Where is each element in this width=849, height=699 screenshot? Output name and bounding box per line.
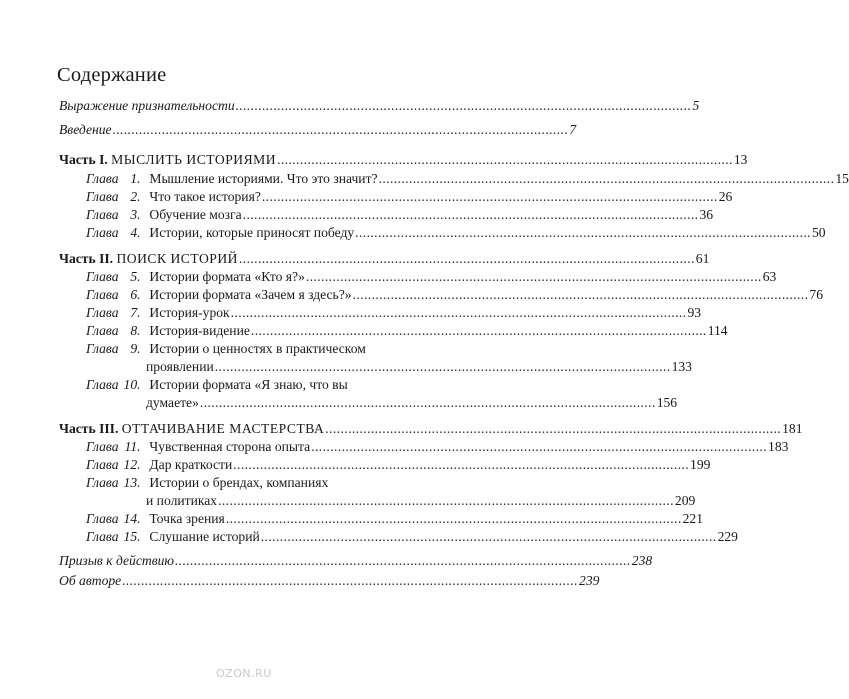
dot-leader: ........................................................................................................................: [112, 122, 569, 137]
page-number: 36: [699, 207, 714, 222]
page-number: 7: [569, 122, 577, 137]
part-title: ПОИСК ИСТОРИЙ: [116, 251, 238, 266]
dot-leader: ........................................................................................................................: [260, 529, 717, 544]
dot-leader: ........................................................................................................................: [261, 189, 718, 204]
page-title: Содержание: [57, 64, 167, 86]
chapter-label: Глава 8.: [86, 323, 141, 338]
chapter-title: Дар краткости: [149, 457, 233, 472]
toc-entry-chapter-13-cont[interactable]: [146, 492, 696, 510]
toc-entry-chapter-4[interactable]: [86, 224, 826, 242]
chapter-label: Глава 11.: [86, 439, 141, 454]
page-number: 93: [687, 305, 702, 320]
part-title: МЫСЛИТЬ ИСТОРИЯМИ: [111, 152, 277, 167]
page-number: 5: [692, 98, 700, 113]
dot-leader: ........................................................................................................................: [233, 457, 690, 472]
part-title: ОТТАЧИВАНИЕ МАСТЕРСТВА: [121, 421, 325, 436]
page-number: 238: [631, 553, 653, 568]
toc-entry-chapter-13[interactable]: [86, 474, 430, 492]
chapter-title-continued: проявлении: [146, 359, 214, 374]
page-number: 114: [707, 323, 728, 338]
chapter-label: Глава 1.: [86, 171, 141, 186]
page-number: 183: [768, 439, 789, 454]
dot-leader: ........................................................................................................................: [311, 439, 768, 454]
toc-entry-about-author[interactable]: [59, 572, 600, 590]
chapter-title: Слушание историй: [149, 529, 260, 544]
entry-title: Введение: [59, 122, 112, 137]
chapter-title: История-урок: [149, 305, 230, 320]
dot-leader: ........................................................................................................................: [250, 323, 707, 338]
chapter-label: Глава 15.: [86, 529, 141, 544]
page-number: 239: [579, 573, 600, 588]
page-number: 15: [835, 171, 849, 186]
chapter-label: Глава 5.: [86, 269, 141, 284]
dot-leader: ........................................................................................................................: [242, 207, 699, 222]
toc-entry-chapter-9[interactable]: [86, 340, 430, 358]
page-number: 13: [733, 152, 748, 167]
page-number: 221: [682, 511, 704, 526]
toc-entry-chapter-15[interactable]: [86, 528, 738, 546]
toc-entry-part-3[interactable]: [59, 420, 803, 438]
page-number: 26: [718, 189, 733, 204]
chapter-title: Истории формата «Зачем я здесь?»: [149, 287, 352, 302]
dot-leader: ........................................................................................................................: [218, 493, 674, 508]
chapter-title: Истории о ценностях в практическом: [149, 341, 366, 356]
page-number: 181: [782, 421, 803, 436]
toc-entry-chapter-12[interactable]: [86, 456, 711, 474]
toc-entry-chapter-1[interactable]: [86, 170, 849, 188]
toc-entry-chapter-8[interactable]: [86, 322, 728, 340]
watermark-logo: OZON.RU: [216, 667, 272, 680]
dot-leader: ........................................................................................................................: [235, 98, 692, 113]
toc-entry-chapter-11[interactable]: [86, 438, 789, 456]
toc-entry-chapter-14[interactable]: [86, 510, 704, 528]
chapter-title: Что такое история?: [149, 189, 261, 204]
entry-title: Об авторе: [59, 573, 122, 588]
chapter-title-continued: думаете»: [146, 395, 199, 410]
toc-entry-chapter-6[interactable]: [86, 286, 823, 304]
chapter-label: Глава 9.: [86, 341, 141, 356]
dot-leader: ........................................................................................................................: [355, 225, 811, 240]
part-label: Часть II.: [59, 251, 114, 266]
toc-entry-part-2[interactable]: [59, 250, 710, 268]
toc-entry-chapter-2[interactable]: [86, 188, 733, 206]
toc-entry-acknowledgements[interactable]: [59, 97, 700, 115]
dot-leader: ........................................................................................................................: [225, 511, 682, 526]
chapter-label: Глава 13.: [86, 475, 141, 490]
part-label: Часть I.: [59, 152, 108, 167]
page-number: 133: [671, 359, 692, 374]
dot-leader: ........................................................................................................................: [305, 269, 762, 284]
dot-leader: ........................................................................................................................: [214, 359, 671, 374]
page-number: 63: [762, 269, 777, 284]
page-number: 156: [656, 395, 678, 410]
chapter-label: Глава 6.: [86, 287, 141, 302]
chapter-title: История-видение: [149, 323, 250, 338]
chapter-title-continued: и политиках: [146, 493, 218, 508]
chapter-title: Истории, которые приносят победу: [149, 225, 355, 240]
part-label: Часть III.: [59, 421, 119, 436]
dot-leader: ........................................................................................................................: [325, 421, 782, 436]
chapter-title: Чувственная сторона опыта: [149, 439, 311, 454]
chapter-title: Мышление историями. Что это значит?: [149, 171, 378, 186]
page-number: 229: [717, 529, 738, 544]
entry-title: Выражение признательности: [59, 98, 235, 113]
toc-entry-chapter-10-cont[interactable]: [146, 394, 678, 412]
chapter-title: Истории формата «Я знаю, что вы: [149, 377, 348, 392]
dot-leader: ........................................................................................................................: [199, 395, 656, 410]
chapter-label: Глава 2.: [86, 189, 141, 204]
page-number: 50: [811, 225, 826, 240]
toc-entry-introduction[interactable]: [59, 121, 577, 139]
chapter-label: Глава 10.: [86, 377, 141, 392]
page-number: 76: [809, 287, 823, 302]
dot-leader: ........................................................................................................................: [122, 573, 579, 588]
chapter-label: Глава 7.: [86, 305, 141, 320]
dot-leader: ........................................................................................................................: [352, 287, 809, 302]
chapter-title: Истории формата «Кто я?»: [149, 269, 305, 284]
chapter-title: Точка зрения: [149, 511, 225, 526]
toc-entry-chapter-7[interactable]: [86, 304, 702, 322]
dot-leader: ........................................................................................................................: [238, 251, 695, 266]
chapter-label: Глава 4.: [86, 225, 141, 240]
page-number: 61: [695, 251, 710, 266]
chapter-label: Глава 3.: [86, 207, 141, 222]
toc-entry-chapter-10[interactable]: [86, 376, 430, 394]
chapter-title: Обучение мозга: [149, 207, 242, 222]
dot-leader: ........................................................................................................................: [277, 152, 733, 167]
page-number: 199: [690, 457, 711, 472]
chapter-label: Глава 12.: [86, 457, 141, 472]
toc-entry-chapter-5[interactable]: [86, 268, 777, 286]
toc-entry-chapter-3[interactable]: [86, 206, 714, 224]
entry-title: Призыв к действию: [59, 553, 174, 568]
dot-leader: ........................................................................................................................: [174, 553, 631, 568]
toc-entry-part-1[interactable]: [59, 151, 748, 169]
toc-entry-chapter-9-cont[interactable]: [146, 358, 692, 376]
dot-leader: ........................................................................................................................: [378, 171, 835, 186]
page-number: 209: [674, 493, 696, 508]
dot-leader: ........................................................................................................................: [230, 305, 687, 320]
chapter-title: Истории о брендах, компаниях: [149, 475, 329, 490]
chapter-label: Глава 14.: [86, 511, 141, 526]
toc-entry-call-to-action[interactable]: [59, 552, 653, 570]
